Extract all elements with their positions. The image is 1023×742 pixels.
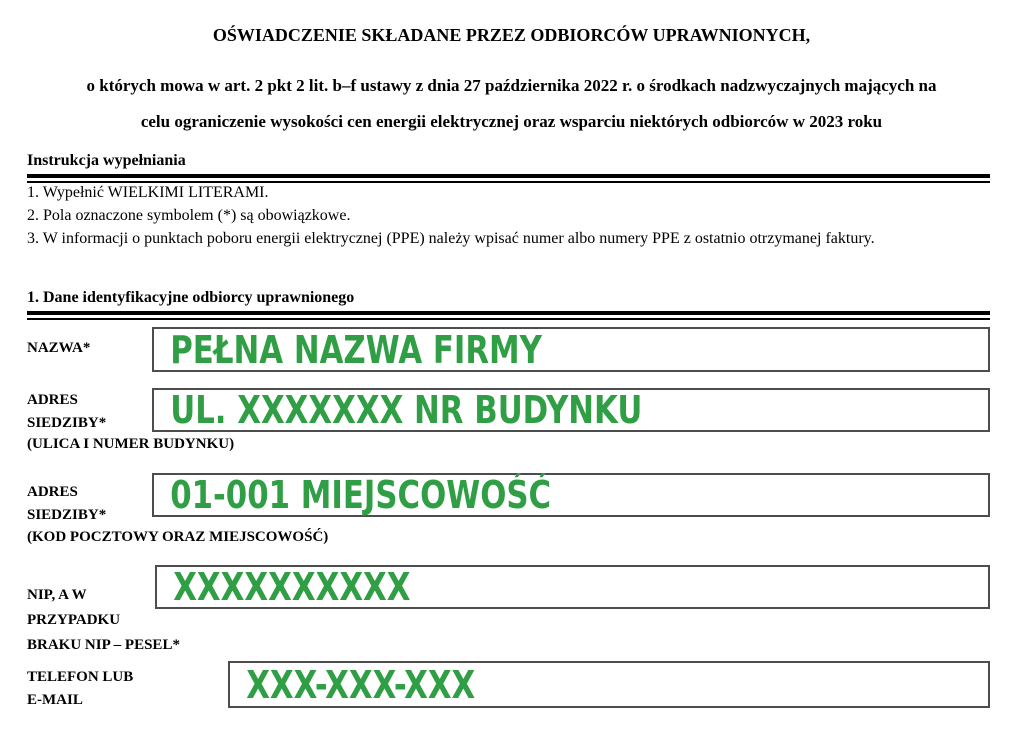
instruction-item-2: 2. Pola oznaczone symbolem (*) są obowiązkowe.: [27, 207, 351, 224]
telefon-email-input[interactable]: [228, 661, 990, 708]
document-subtitle-line-1: o których mowa w art. 2 pkt 2 lit. b–f ustawy z dnia 27 października 2022 r. o środkach nadzwyczajnych mających na: [86, 76, 937, 95]
section-1-heading: 1. Dane identyfikacyjne odbiorcy uprawnionego: [27, 289, 355, 306]
document-subtitle-line-2: celu ograniczenie wysokości cen energii elektrycznej oraz wsparciu niektórych odbiorców w 2023 roku: [140, 112, 883, 131]
instructions-heading: Instrukcja wypełniania: [27, 152, 186, 169]
document-subtitle: [30, 68, 993, 140]
telefon-email-value: XXX-XXX-XXX: [246, 662, 476, 707]
adres-kod-label: ADRES SIEDZIBY*: [27, 484, 107, 523]
instructions-list: [27, 181, 984, 250]
adres-kod-caption: (KOD POCZTOWY ORAZ MIEJSCOWOŚĆ): [27, 529, 329, 545]
adres-ulica-input[interactable]: [152, 388, 990, 432]
nip-pesel-label: NIP, A W PRZYPADKU BRAKU NIP – PESEL*: [27, 587, 180, 653]
nip-pesel-input[interactable]: [155, 565, 990, 609]
telefon-email-label: TELEFON LUB E-MAIL: [27, 669, 134, 708]
nazwa-label: NAZWA*: [27, 340, 91, 356]
adres-ulica-caption: (ULICA I NUMER BUDYNKU): [27, 436, 235, 452]
nazwa-value: PEŁNA NAZWA FIRMY: [170, 327, 542, 372]
adres-ulica-value: UL. XXXXXXX NR BUDYNKU: [170, 388, 643, 432]
adres-kod-value: 01-001 MIEJSCOWOŚĆ: [170, 473, 552, 517]
document-title: OŚWIADCZENIE SKŁADANE PRZEZ ODBIORCÓW UPRAWNIONYCH,: [212, 25, 811, 45]
nip-pesel-value: XXXXXXXXXX: [173, 565, 411, 609]
thick-thin-divider: [27, 311, 990, 320]
adres-ulica-label: ADRES SIEDZIBY*: [27, 392, 107, 431]
adres-kod-input[interactable]: [152, 473, 990, 517]
nazwa-input[interactable]: [152, 327, 990, 372]
instruction-item-1: 1. Wypełnić WIELKIMI LITERAMI.: [27, 184, 269, 201]
instruction-item-3: 3. W informacji o punktach poboru energii elektrycznej (PPE) należy wpisać numer albo numery PPE z ostatnio otrzymanej faktury.: [27, 230, 875, 247]
